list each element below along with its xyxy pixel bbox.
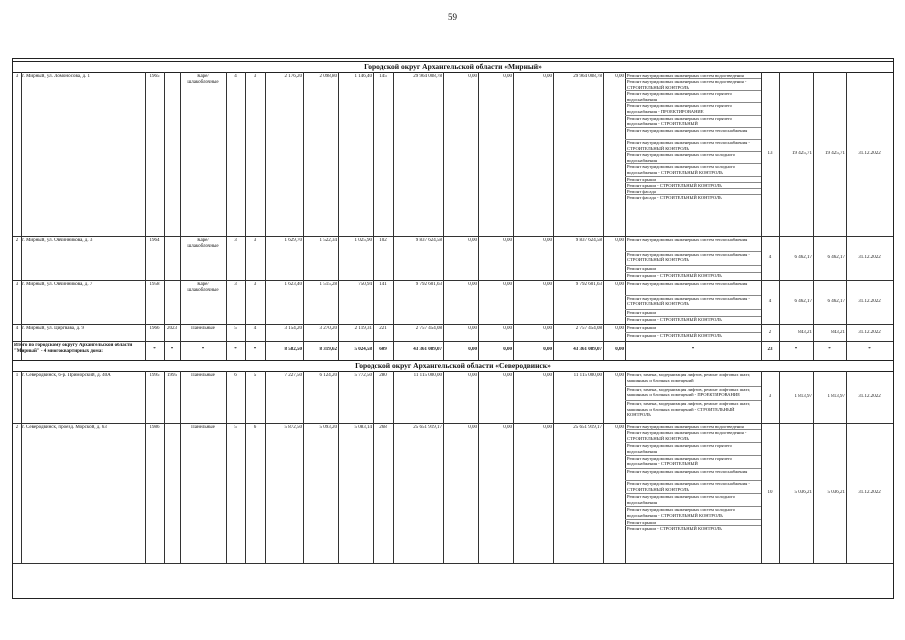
column-border: [265, 423, 266, 563]
cell-year: 1995: [149, 373, 160, 378]
cell-deadline: 31.12.2022: [858, 299, 881, 304]
work-item: Ремонт внутридомовых инженерных систем теплоснабжения: [627, 237, 748, 242]
column-border: [553, 72, 554, 236]
work-item: Ремонт внутридомовых инженерных систем холодного водоснабжения - СТРОИТЕЛЬНЫЙ КОНТРОЛЬ: [627, 506, 736, 518]
cell-cost: 2 757 454,08: [415, 326, 442, 331]
cell-count: 2: [768, 329, 772, 335]
cell-f3: 0,00: [543, 373, 552, 378]
cell-cost-m2: *: [794, 347, 798, 352]
work-item: Ремонт, замена, модернизация лифтов, ремонт лифтовых шахт, машинных и блочных помещений - СТРОИТЕЛЬНЫЙ КОНТРОЛЬ: [627, 401, 751, 418]
cell-f5: 0,00: [615, 326, 624, 331]
cell-num: 2: [15, 425, 19, 430]
column-border: [338, 72, 339, 236]
cell-f5: 0,00: [615, 74, 624, 79]
cell-cost: 9 792 601,63: [415, 282, 442, 287]
cell-cost: 29 964 008,78: [413, 74, 442, 79]
cell-cost-m2: 1 813,97: [794, 394, 812, 399]
cell-year2: [165, 282, 179, 288]
column-border: [393, 423, 394, 563]
column-border: [21, 72, 22, 236]
cell-entrances: 6: [253, 425, 257, 430]
work-item: Ремонт крыши - СТРОИТЕЛЬНЫЙ КОНТРОЛЬ: [627, 526, 722, 532]
work-item: Ремонт крыши - СТРОИТЕЛЬНЫЙ КОНТРОЛЬ: [627, 317, 722, 323]
column-border: [625, 280, 626, 324]
cell-count: 13: [767, 151, 773, 156]
cell-address: г. Мирный, ул. Овчинникова, д. 3: [22, 238, 93, 243]
cell-deadline: 31.12.2022: [858, 490, 881, 495]
cell-f2: 0,00: [503, 347, 512, 352]
column-border: [265, 72, 266, 236]
cell-f1: 0,00: [468, 425, 477, 430]
column-border: [513, 423, 514, 563]
cell-area-a: 1 515,28: [319, 282, 337, 287]
work-item: Ремонт внутридомовых инженерных систем водоотведения: [627, 424, 744, 429]
cell-area-b: 5 772,50: [354, 373, 372, 378]
cell-f4: 29 964 008,78: [573, 74, 602, 79]
section-title: Городской округ Архангельской области «Северодвинск»: [13, 360, 893, 372]
cell-residents: 268: [379, 425, 387, 430]
cell-area-b: 750,94: [358, 282, 372, 287]
cell-area-total: 2 176,20: [284, 74, 302, 79]
cell-material: *: [201, 347, 205, 352]
cell-area-b: 5 024,58: [354, 347, 372, 352]
cell-floors: *: [234, 347, 237, 352]
column-border: [373, 72, 374, 236]
cell-f4: 11 115 000,00: [573, 373, 602, 378]
column-border: [478, 423, 479, 563]
cell-cost-m2: 6 462,17: [794, 255, 812, 260]
cell-material: Панельные: [191, 326, 215, 331]
cell-residents: 280: [379, 373, 387, 378]
column-border: [553, 423, 554, 563]
cell-num: 3: [15, 74, 19, 79]
work-item: Ремонт внутридомовых инженерных систем теплоснабжения: [627, 127, 748, 133]
program-table: [12, 58, 894, 599]
column-border: [303, 72, 304, 236]
cell-area-b: 5 083,14: [354, 425, 372, 430]
cell-f3: 0,00: [543, 238, 552, 243]
cell-area-b: 1 146,40: [354, 74, 372, 79]
cell-area-a: 3 270,20: [319, 326, 337, 331]
work-item: Ремонт внутридомовых инженерных систем горячего водоснабжения - ПРОЕКТИРОВАНИЕ: [627, 103, 732, 115]
column-border: [443, 72, 444, 236]
column-border: [226, 423, 227, 563]
cell-f2: 0,00: [503, 74, 512, 79]
column-border: [478, 72, 479, 236]
cell-area-total: 1 629,70: [284, 238, 302, 243]
work-item: Ремонт крыши - СТРОИТЕЛЬНЫЙ КОНТРОЛЬ: [627, 273, 722, 279]
cell-area-total: 1 623,40: [284, 282, 302, 287]
cell-entrances: 3: [253, 74, 257, 79]
cell-cost: 9 837 624,58: [415, 238, 442, 243]
cell-f1: 0,00: [468, 238, 477, 243]
work-item: Ремонт внутридомовых инженерных систем водоотведения - СТРОИТЕЛЬНЫЙ КОНТРОЛЬ: [627, 79, 747, 90]
cell-f4: 9 792 601,63: [575, 282, 602, 287]
work-item: Ремонт крыши: [627, 519, 656, 525]
work-item: Ремонт внутридомовых инженерных систем теплоснабжения - СТРОИТЕЛЬНЫЙ КОНТРОЛЬ: [627, 139, 750, 151]
column-border: [338, 423, 339, 563]
cell-area-a: 2 098,80: [319, 74, 337, 79]
cell-f3: 0,00: [543, 347, 552, 352]
cell-num: 2: [15, 238, 19, 243]
cell-residents: 141: [379, 282, 387, 287]
cell-area-total: 3 154,20: [284, 326, 302, 331]
column-border: [21, 423, 22, 563]
work-item: Ремонт внутридомовых инженерных систем водоотведения: [627, 73, 744, 78]
work-item: Ремонт внутридомовых инженерных систем теплоснабжения - СТРОИТЕЛЬНЫЙ КОНТРОЛЬ: [627, 295, 750, 307]
cell-f2: 0,00: [503, 425, 512, 430]
cell-f3: 0,00: [543, 282, 552, 287]
column-border: [393, 72, 394, 236]
cell-f2: 0,00: [503, 373, 512, 378]
column-border: [443, 423, 444, 563]
cell-material: Каре/ шлакоблочные: [187, 74, 219, 85]
work-item: Ремонт внутридомовых инженерных систем теплоснабжения: [627, 468, 748, 474]
cell-limit-m2: 5 036,21: [827, 490, 845, 495]
cell-num: 1: [15, 373, 19, 378]
cell-f2: 0,00: [503, 282, 512, 287]
work-item: Ремонт внутридомовых инженерных систем теплоснабжения - СТРОИТЕЛЬНЫЙ КОНТРОЛЬ: [627, 251, 750, 263]
work-item: Ремонт внутридомовых инженерных систем горячего водоснабжения: [627, 91, 732, 102]
cell-residents: 609: [379, 347, 387, 352]
work-item: Ремонт, замена, модернизация лифтов, ремонт лифтовых шахт, машинных и блочных помещений: [627, 372, 751, 383]
row-border: [13, 563, 893, 564]
cell-year: 1986: [149, 425, 160, 430]
cell-limit-m2: 6 462,17: [827, 299, 845, 304]
cell-cost-m2: 19 425,71: [792, 151, 812, 156]
cell-year: 1965: [149, 74, 160, 79]
column-border: [373, 423, 374, 563]
total-label: Итого по городскому округу Архангельской области "Мирный" - 4 многоквартирных дома:: [14, 343, 133, 354]
cell-f1: 0,00: [468, 74, 477, 79]
cell-year: 1964: [149, 238, 160, 243]
work-item: Ремонт внутридомовых инженерных систем горячего водоснабжения: [627, 443, 732, 454]
cell-num: 3: [15, 282, 19, 287]
cell-residents: 145: [379, 74, 387, 79]
work-item: Ремонт крыши - СТРОИТЕЛЬНЫЙ КОНТРОЛЬ: [627, 182, 722, 188]
cell-area-total: 7 227,50: [284, 373, 302, 378]
cell-year2: [165, 74, 179, 80]
cell-cost-m2: 843,21: [798, 329, 812, 335]
cell-cost-m2: 5 036,21: [794, 490, 812, 495]
work-item: Ремонт крыши - СТРОИТЕЛЬНЫЙ КОНТРОЛЬ: [627, 332, 722, 338]
work-item: Ремонт внутридомовых инженерных систем горячего водоснабжения - СТРОИТЕЛЬНЫЙ: [627, 115, 732, 127]
cell-f5: 0,00: [615, 282, 624, 287]
column-border: [164, 423, 165, 563]
cell-entrances: 5: [253, 373, 257, 378]
cell-limit-m2: 19 425,71: [825, 151, 845, 156]
cell-f5: 0,00: [615, 238, 624, 243]
work-item: Ремонт крыши: [627, 176, 656, 182]
cell-floors: 3: [234, 238, 237, 243]
cell-f2: 0,00: [503, 238, 512, 243]
cell-count: 10: [767, 490, 773, 495]
column-border: [603, 423, 604, 563]
cell-floors: 5: [234, 326, 237, 331]
cell-cost-m2: 6 462,17: [794, 299, 812, 304]
cell-f1: 0,00: [468, 282, 477, 287]
column-border: [625, 236, 626, 280]
cell-limit-m2: 1 813,97: [827, 394, 845, 399]
cell-f3: 0,00: [543, 74, 552, 79]
cell-f5: 0,00: [615, 373, 624, 378]
column-border: [625, 371, 626, 423]
work-item: Ремонт внутридомовых инженерных систем горячего водоснабжения - СТРОИТЕЛЬНЫЙ: [627, 455, 732, 467]
cell-area-a: 6 124,20: [319, 373, 337, 378]
cell-f4: 25 651 919,17: [573, 425, 602, 430]
cell-floors: 5: [234, 425, 237, 430]
cell-material: Панельные: [191, 373, 215, 378]
cell-material: Каре/ шлакоблочные: [187, 282, 219, 293]
cell-area-a: 1 522,34: [319, 238, 337, 243]
column-border: [180, 72, 181, 236]
cell-year2: *: [170, 347, 174, 352]
cell-entrances: 4: [253, 326, 257, 331]
column-border: [145, 423, 146, 563]
cell-residents: 102: [379, 238, 387, 243]
cell-limit-m2: *: [828, 347, 831, 352]
cell-floors: 6: [234, 373, 237, 378]
section-title: Городской округ Архангельской области «Мирный»: [13, 61, 893, 73]
work-item: Ремонт внутридомовых инженерных систем холодного водоснабжения: [627, 494, 736, 505]
cell-deadline: 31.12.2022: [858, 255, 881, 260]
cell-year2: [165, 425, 179, 431]
column-border: [180, 423, 181, 563]
cell-entrances: *: [253, 347, 257, 352]
cell-area-b: 1 025,90: [354, 238, 372, 243]
cell-num: 4: [15, 326, 19, 331]
cell-f2: 0,00: [503, 326, 512, 331]
work-item: Ремонт внутридомовых инженерных систем теплоснабжения: [627, 281, 748, 286]
cell-f1: 0,00: [468, 373, 477, 378]
cell-address: г. Северодвинск, проезд. Морской, д. 63: [22, 425, 107, 430]
cell-f1: 0,00: [468, 326, 477, 331]
column-border: [625, 72, 626, 236]
cell-year: 1966: [149, 326, 160, 331]
cell-year: *: [153, 347, 156, 352]
cell-year2: [165, 238, 179, 244]
column-border: [145, 72, 146, 236]
cell-f4: 2 757 454,08: [575, 326, 602, 331]
work-item: Ремонт фасада - СТРОИТЕЛЬНЫЙ КОНТРОЛЬ: [627, 194, 722, 200]
cell-deadline: *: [868, 347, 871, 352]
cell-residents: 221: [379, 326, 387, 331]
cell-floors: 4: [234, 74, 237, 79]
column-border: [245, 423, 246, 563]
cell-count: 3: [768, 394, 772, 399]
cell-count: 23: [767, 347, 773, 352]
cell-f3: 0,00: [543, 326, 552, 331]
cell-count: 4: [768, 255, 772, 260]
cell-year2: 2023: [167, 326, 177, 331]
cell-entrances: 3: [253, 238, 257, 243]
cell-year: 1958: [149, 282, 160, 287]
work-item: Ремонт, замена, модернизация лифтов, ремонт лифтовых шахт, машинных и блочных помещений - ПРОЕКТИРОВАНИЕ: [627, 386, 751, 398]
page-number: 59: [448, 12, 457, 22]
cell-f3: 0,00: [543, 425, 552, 430]
cell-f5: 0,00: [615, 347, 624, 352]
cell-cost: 43 361 089,07: [413, 347, 442, 352]
cell-entrances: 3: [253, 282, 257, 287]
cell-limit-m2: 6 462,17: [827, 255, 845, 260]
cell-deadline: 31.12.2022: [858, 394, 881, 399]
column-border: [513, 72, 514, 236]
column-border: [164, 72, 165, 236]
cell-deadline: 31.12.2022: [858, 329, 881, 335]
cell-f5: 0,00: [615, 425, 624, 430]
cell-address: г. Мирный, ул. Овчинникова, д. 7: [22, 282, 93, 287]
cell-floors: 3: [234, 282, 237, 287]
work-item: Ремонт фасада: [627, 188, 656, 194]
cell-address: г. Мирный, ул. Циргвава, д. 9: [22, 326, 85, 331]
column-border: [226, 72, 227, 236]
cell-address: г. Северодвинск, б-р. Приморский, д. 40А: [22, 373, 111, 378]
column-border: [245, 72, 246, 236]
cell-address: г. Мирный, ул. Ломоносова, д. 1: [22, 74, 91, 79]
work-item: Ремонт крыши: [627, 325, 656, 330]
work-item: Ремонт крыши: [627, 266, 656, 271]
cell-deadline: 31.12.2022: [858, 151, 881, 156]
cell-limit-m2: 843,21: [831, 329, 845, 335]
cell-f4: 9 837 624,58: [575, 238, 602, 243]
work-item: Ремонт внутридомовых инженерных систем холодного водоснабжения - СТРОИТЕЛЬНЫЙ КОНТРОЛЬ: [627, 164, 736, 175]
cell-area-a: 8 319,62: [319, 347, 337, 352]
work-item: Ремонт внутридомовых инженерных систем теплоснабжения - СТРОИТЕЛЬНЫЙ КОНТРОЛЬ: [627, 481, 750, 492]
cell-area-total: 8 582,50: [284, 347, 302, 352]
cell-area-total: 5 872,50: [284, 425, 302, 430]
cell-f1: 0,00: [468, 347, 477, 352]
cell-cost: 11 115 000,00: [413, 373, 442, 378]
cell-year2: 1995: [167, 373, 177, 378]
work-item: Ремонт внутридомовых инженерных систем холодного водоснабжения: [627, 152, 736, 163]
cell-count: 4: [768, 299, 772, 304]
cell-area-a: 5 093,20: [319, 425, 337, 430]
cell-material: Панельные: [191, 425, 215, 430]
cell-area-b: 2 119,31: [354, 326, 372, 331]
cell-material: Каре/ шлакоблочные: [187, 238, 219, 249]
work-item: Ремонт внутридомовых инженерных систем водоотведения - СТРОИТЕЛЬНЫЙ КОНТРОЛЬ: [627, 430, 747, 441]
cell-cost: 25 651 919,17: [413, 425, 442, 430]
column-border: [303, 423, 304, 563]
work-item: Ремонт крыши: [627, 310, 656, 315]
column-border: [603, 72, 604, 236]
cell-f4: 43 361 089,07: [573, 347, 602, 352]
cell-works: *: [691, 347, 695, 352]
